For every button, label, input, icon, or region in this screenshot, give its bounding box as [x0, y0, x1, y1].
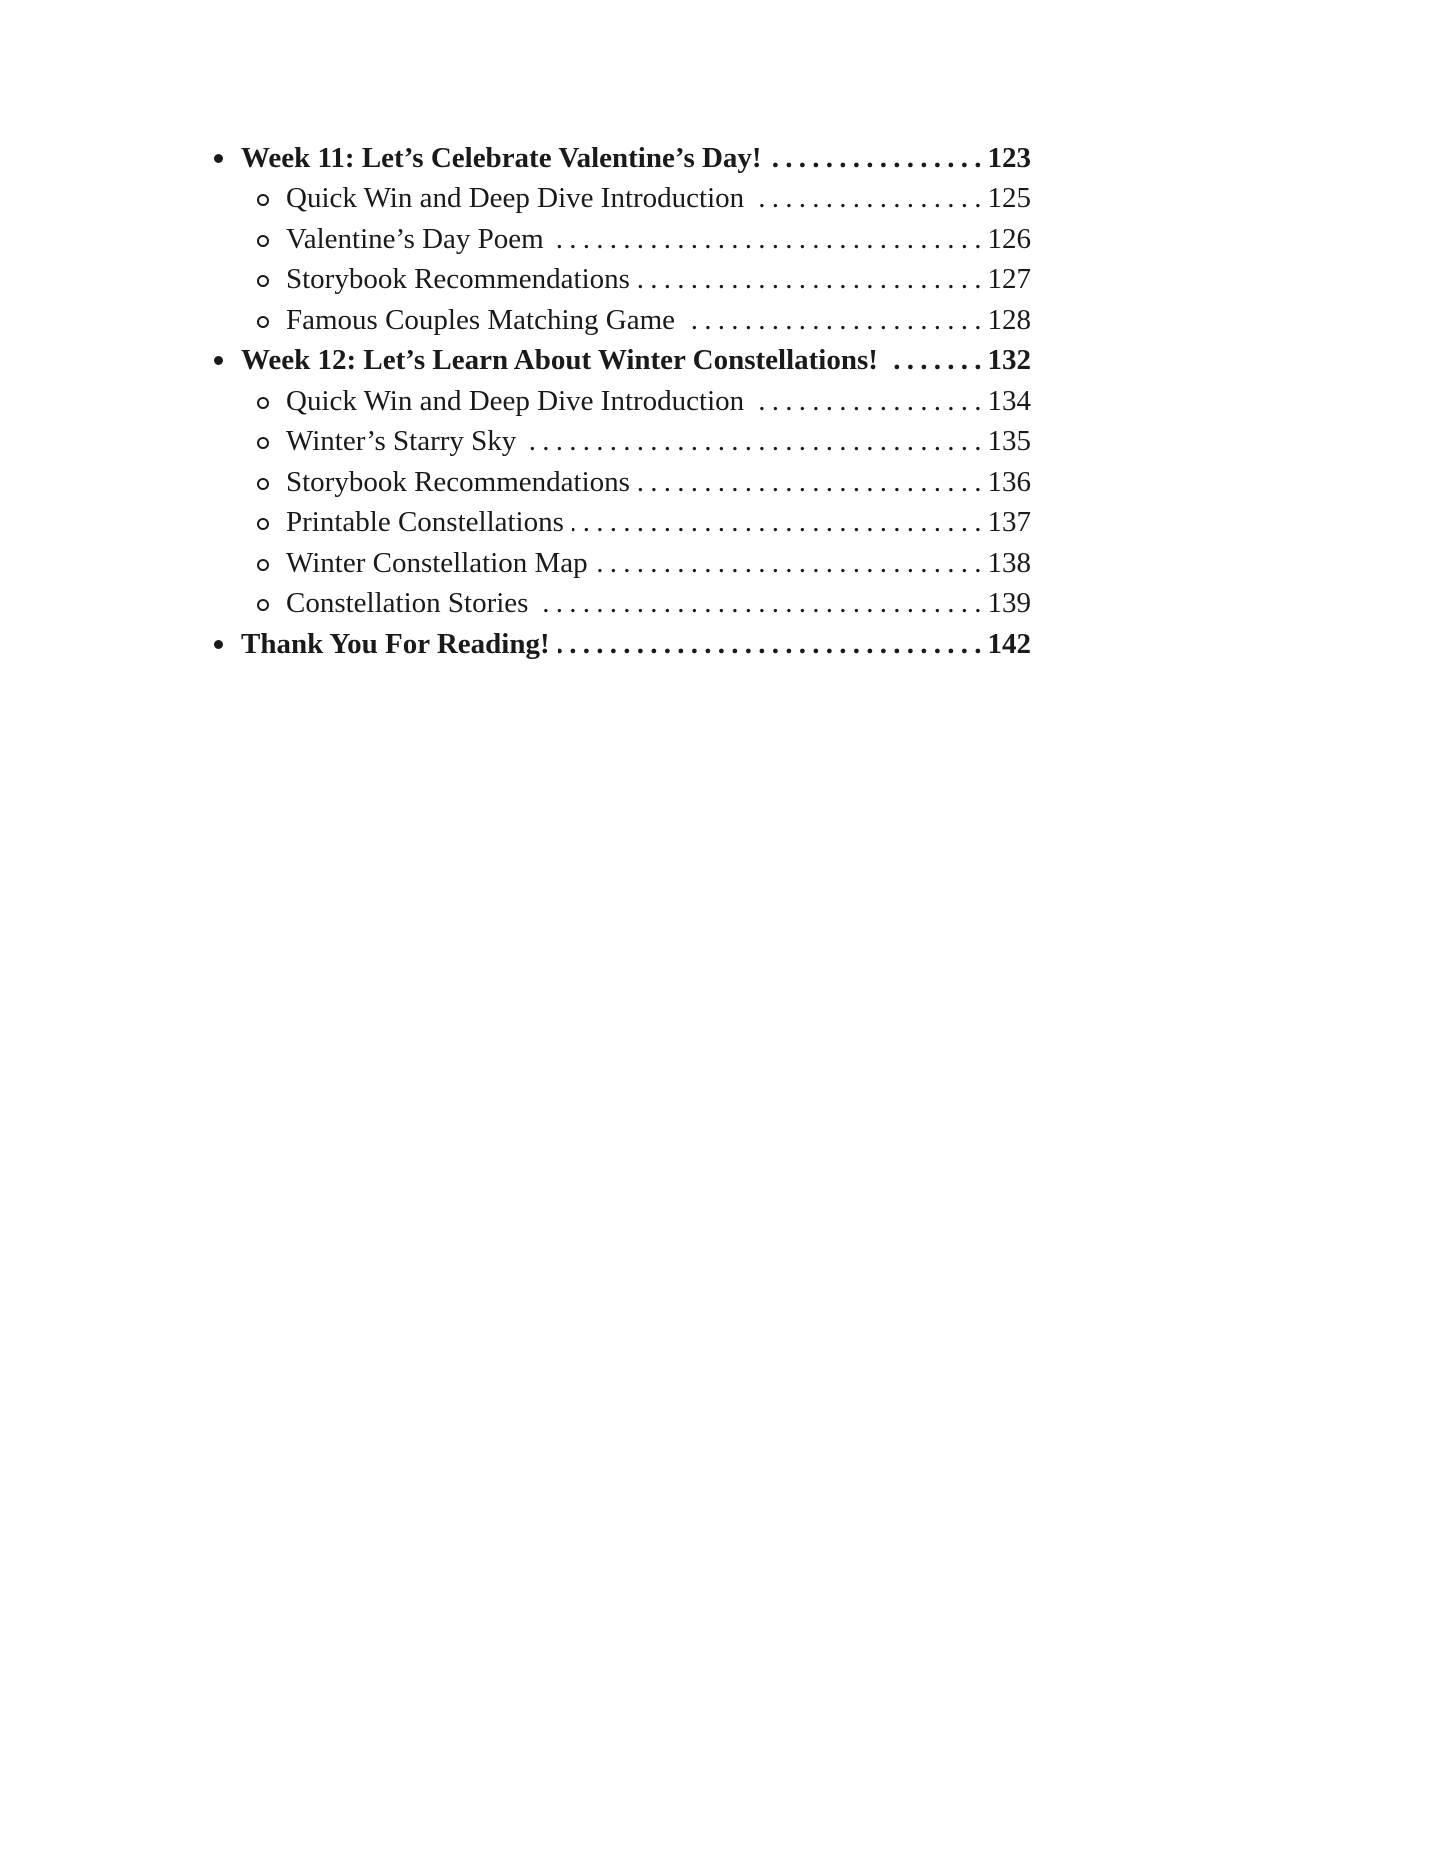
toc-entry-week-12[interactable]: [241, 340, 1031, 380]
toc-entry-label: Thank You For Reading!: [241, 628, 550, 660]
toc-entry-page-number: 123: [987, 142, 1031, 174]
hollow-bullet-icon: [257, 437, 269, 449]
dot-leader: [752, 178, 981, 218]
dot-leader: [683, 300, 981, 340]
dot-leader: [552, 219, 982, 259]
toc-entry-page-number: 138: [987, 547, 1031, 579]
toc-entry[interactable]: [286, 421, 1031, 461]
toc-entry[interactable]: [286, 300, 1031, 340]
toc-entry-label: Quick Win and Deep Dive Introduction: [286, 182, 745, 214]
toc-entry-week-11[interactable]: [241, 138, 1031, 178]
toc-entry-page-number: 137: [987, 506, 1031, 538]
hollow-bullet-icon: [257, 397, 269, 409]
toc-entry-label: Winter’s Starry Sky: [286, 425, 517, 457]
dot-leader: [524, 421, 981, 461]
dot-leader: [572, 502, 982, 542]
dot-leader: [536, 583, 981, 623]
hollow-bullet-icon: [257, 559, 269, 571]
toc-entry-page-number: 142: [987, 628, 1031, 660]
toc-entry-label: Storybook Recommendations: [286, 466, 630, 498]
toc-entry-page-number: 136: [987, 466, 1031, 498]
toc-entry-label: Storybook Recommendations: [286, 263, 630, 295]
filled-bullet-icon: [214, 640, 223, 649]
dot-leader: [638, 462, 982, 502]
toc-entry-page-number: 126: [987, 223, 1031, 255]
hollow-bullet-icon: [257, 194, 269, 206]
hollow-bullet-icon: [257, 478, 269, 490]
toc-entry-page-number: 125: [987, 182, 1031, 214]
dot-leader: [770, 138, 982, 178]
hollow-bullet-icon: [257, 316, 269, 328]
toc-entry[interactable]: [286, 543, 1031, 583]
toc-entry[interactable]: [286, 502, 1031, 542]
hollow-bullet-icon: [257, 275, 269, 287]
toc-entry[interactable]: [286, 583, 1031, 623]
toc-entry-page-number: 132: [987, 344, 1031, 376]
toc-entry[interactable]: [286, 178, 1031, 218]
toc-entry-page-number: 135: [987, 425, 1031, 457]
toc-entry-label: Constellation Stories: [286, 587, 529, 619]
toc-entry-label: Valentine’s Day Poem: [286, 223, 544, 255]
toc-entry-page-number: 128: [987, 304, 1031, 336]
toc-entry-label: Famous Couples Matching Game: [286, 304, 676, 336]
dot-leader: [752, 381, 981, 421]
toc-entry-label: Week 11: Let’s Celebrate Valentine’s Day!: [241, 142, 762, 174]
hollow-bullet-icon: [257, 235, 269, 247]
toc-entry-label: Winter Constellation Map: [286, 547, 588, 579]
toc-entry-label: Week 12: Let’s Learn About Winter Constellations!: [241, 344, 878, 376]
toc-entry[interactable]: [286, 259, 1031, 299]
toc-entry-label: Quick Win and Deep Dive Introduction: [286, 385, 745, 417]
hollow-bullet-icon: [257, 599, 269, 611]
toc-entry-page-number: 134: [987, 385, 1031, 417]
toc-entry[interactable]: [286, 381, 1031, 421]
dot-leader: [596, 543, 982, 583]
dot-leader: [886, 340, 982, 380]
toc-entry[interactable]: [286, 462, 1031, 502]
hollow-bullet-icon: [257, 518, 269, 530]
dot-leader: [558, 624, 982, 664]
toc-entry-page-number: 127: [987, 263, 1031, 295]
toc-entry-thank-you[interactable]: [241, 624, 1031, 664]
filled-bullet-icon: [214, 356, 223, 365]
filled-bullet-icon: [214, 154, 223, 163]
toc-entry[interactable]: [286, 219, 1031, 259]
dot-leader: [638, 259, 982, 299]
toc-entry-page-number: 139: [987, 587, 1031, 619]
toc-entry-label: Printable Constellations: [286, 506, 564, 538]
